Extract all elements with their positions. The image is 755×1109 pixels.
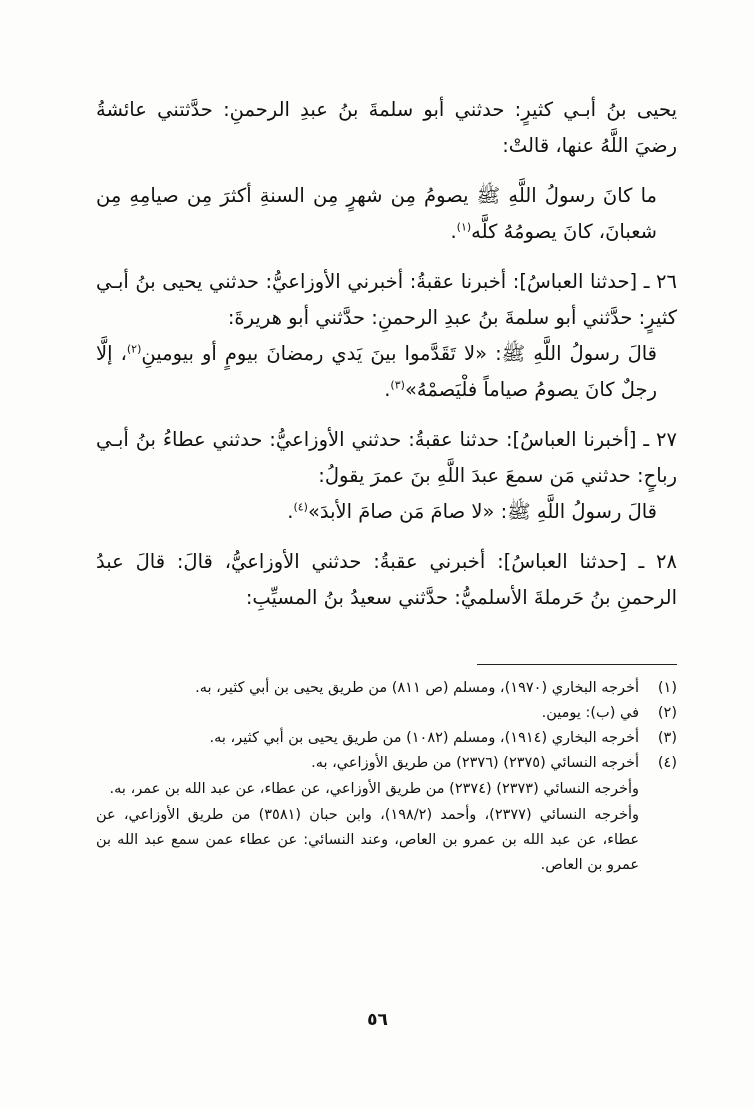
isnad-text: ٢٧ ـ [أخبرنا العباسُ]: حدثنا عقبةُ: حدثني الأوزاعيُّ: حدثني عطاءُ بنُ أبـي رباحٍ: حدثني مَن سمعَ عبدَ اللَّهِ بنَ عمرَ يقولُ:	[96, 428, 677, 487]
footnote-divider	[477, 664, 677, 665]
hadith-27-isnad	[96, 422, 677, 494]
isnad-text: يحيى بنُ أبـي كثيرٍ: حدثني أبو سلمةَ بنُ عبدِ الرحمنِ: حدَّثتني عائشةُ رضيَ اللَّهُ عنها، قالتْ:	[96, 98, 677, 157]
footnote-ref-4[interactable]: (٤)	[293, 500, 308, 514]
footnote-2	[96, 701, 677, 726]
footnote-number: (١)	[657, 680, 677, 696]
footnote-number: (٤)	[657, 755, 677, 771]
footnote-ref-2[interactable]: (٢)	[126, 342, 142, 356]
hadith-28-isnad	[96, 544, 677, 616]
hadith-text: ما كانَ رسولُ اللَّهِ ﷺ يصومُ مِن شهرٍ مِن السنةِ أكثرَ مِن صيامِهِ مِن شعبانَ، كانَ يصومُهُ كلَّه$^{(١)}$.	[96, 184, 657, 243]
isnad-text: ٢٦ ـ [حدثنا العباسُ]: أخبرنا عقبةُ: أخبرني الأوزاعيُّ: حدثني يحيى بنُ أبـي كثيرٍ: حدَّثني أبو سلمةَ بنُ عبدِ الرحمنِ: حدَّثني أبو هريرةَ:	[96, 270, 677, 329]
footnote-ref-3[interactable]: (٣)	[390, 378, 405, 392]
footnote-1	[96, 676, 677, 701]
footnote-text: أخرجه البخاري (١٩١٤)، ومسلم (١٠٨٢) من طريق يحيى بن أبي كثير، به.	[209, 730, 639, 746]
footnote-text: وأخرجه النسائي (٢٣٧٣) (٢٣٧٤) من طريق الأوزاعي، عن عطاء، عن عبد الله بن عمر، به.	[109, 781, 639, 797]
main-text	[96, 92, 677, 616]
paragraph-isnad-intro	[96, 92, 677, 164]
hadith-matn: ما كانَ رسولُ اللَّهِ ﷺ يصومُ مِن شهرٍ مِن السنةِ أكثرَ مِن صيامِهِ مِن شعبانَ، كانَ يصومُهُ كلَّه	[96, 184, 657, 243]
footnote-number: (٣)	[657, 730, 677, 746]
footnote-3	[96, 726, 677, 751]
page-number: ٥٦	[367, 1010, 388, 1030]
footnote-ref-1[interactable]: (١)	[456, 220, 472, 234]
isnad-text: ٢٨ ـ [حدثنا العباسُ]: أخبرني عقبةُ: حدثني الأوزاعيُّ، قالَ: قالَ عبدُ الرحمنِ بنُ حَرملةَ الأسلميُّ: حدَّثني سعيدُ بنُ المسيِّبِ:	[96, 550, 677, 609]
footnote-number: (٢)	[657, 705, 677, 721]
hadith-27-matn: قالَ رسولُ اللَّهِ ﷺ: «لا صامَ مَن صامَ الأبدَ»$^{(٤)}$.	[287, 500, 657, 523]
footnote-text: أخرجه البخاري (١٩٧٠)، ومسلم (ص ٨١١) من طريق يحيى بن أبي كثير، به.	[195, 680, 639, 696]
footnote-text: أخرجه النسائي (٢٣٧٥) (٢٣٧٦) من طريق الأوزاعي، به.	[311, 755, 639, 771]
hadith-26-isnad	[96, 264, 677, 336]
footnote-text: وأخرجه النسائي (٢٣٧٧)، وأحمد (١٩٨/٢)، وابن حبان (٣٥٨١) من طريق الأوزاعي، عن عطاء، عن عبد الله بن عمرو بن العاص، وعند النسائي: عن عطاء عمن سمع عبد الله بن عمرو بن العاص.	[96, 807, 639, 873]
footnote-4	[96, 751, 677, 878]
footnote-text: في (ب): يومين.	[541, 705, 639, 721]
hadith-26-matn: قالَ رسولُ اللَّهِ ﷺ: «لا تَقَدَّموا بينَ يَدي رمضانَ بيومٍ أو بيومينِ$^{(٢)}$، إلَّا رجلٌ كانَ يصومُ صياماً فلْيَصمْهُ»$^{(٣)}$.	[96, 342, 658, 401]
footnotes	[96, 676, 677, 878]
